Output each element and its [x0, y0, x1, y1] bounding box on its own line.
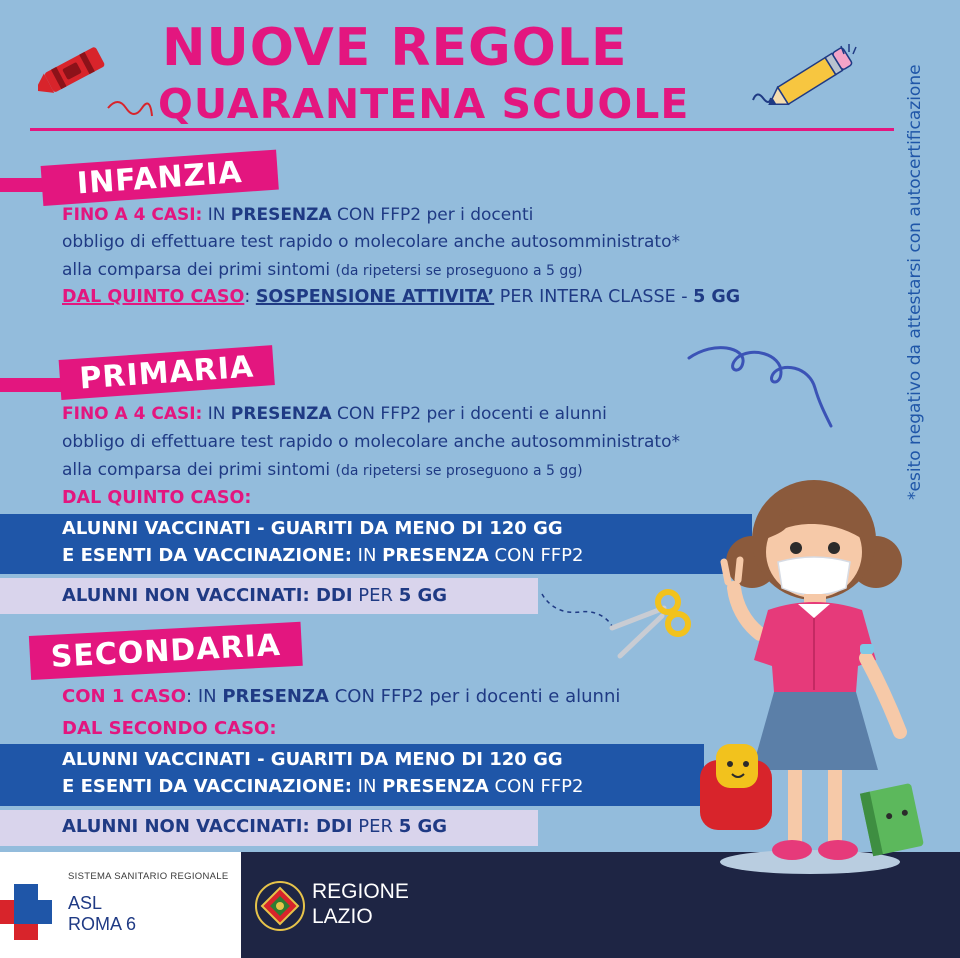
- infanzia-label-1: FINO A 4 CASI:: [62, 205, 203, 225]
- secondaria-line-1: CON 1 CASO: IN PRESENZA CON FFP2 per i docenti e alunni: [62, 686, 621, 707]
- secondaria-vaccinated-line-2: E ESENTI DA VACCINAZIONE: IN PRESENZA CON FFP2: [62, 776, 584, 797]
- girl-with-mask-illustration: [690, 470, 930, 878]
- regione-lazio-emblem-icon: [254, 880, 306, 932]
- secondaria-label-2: DAL SECONDO CASO:: [62, 718, 277, 739]
- infanzia-heading: INFANZIA: [41, 150, 279, 206]
- primaria-ribbon-bar: [0, 378, 64, 392]
- crayon-icon: [38, 38, 158, 133]
- secondaria-unvaccinated-text: ALUNNI NON VACCINATI: DDI PER 5 GG: [62, 816, 448, 837]
- scissors-icon: [540, 586, 700, 664]
- primaria-label-1: FINO A 4 CASI:: [62, 404, 203, 424]
- footer-system-label: SISTEMA SANITARIO REGIONALE: [68, 871, 229, 882]
- footer-region-line-2: LAZIO: [312, 905, 373, 928]
- infanzia-line-4: DAL QUINTO CASO: SOSPENSIONE ATTIVITA’ PER INTERA CLASSE - 5 GG: [62, 287, 741, 307]
- infanzia-line-2: obbligo di effettuare test rapido o molecolare anche autosomministrato*: [62, 232, 680, 252]
- infanzia-line-1: FINO A 4 CASI: IN PRESENZA CON FFP2 per i docenti: [62, 205, 534, 225]
- title-line-2: QUARANTENA SCUOLE: [158, 80, 690, 128]
- primaria-line-1: FINO A 4 CASI: IN PRESENZA CON FFP2 per i docenti e alunni: [62, 404, 607, 424]
- secondaria-vaccinated-line-1: ALUNNI VACCINATI - GUARITI DA MENO DI 120 GG: [62, 749, 563, 770]
- primaria-heading: PRIMARIA: [59, 345, 275, 400]
- footer-asl-line-2: ROMA 6: [68, 914, 137, 934]
- primaria-label-4: DAL QUINTO CASO:: [62, 488, 252, 508]
- footer-asl-line-1: ASL: [68, 893, 103, 913]
- infanzia-line-3: alla comparsa dei primi sintomi (da ripetersi se proseguono a 5 gg): [62, 260, 583, 280]
- primaria-unvaccinated-text: ALUNNI NON VACCINATI: DDI PER 5 GG: [62, 585, 448, 606]
- pencil-icon: [745, 42, 865, 122]
- title-line-1: NUOVE REGOLE: [162, 18, 628, 78]
- primaria-line-2: obbligo di effettuare test rapido o molecolare anche autosomministrato*: [62, 432, 680, 452]
- primaria-line-3: alla comparsa dei primi sintomi (da ripetersi se proseguono a 5 gg): [62, 460, 583, 480]
- primaria-vaccinated-line-2: E ESENTI DA VACCINAZIONE: IN PRESENZA CON FFP2: [62, 545, 584, 566]
- primaria-vaccinated-line-1: ALUNNI VACCINATI - GUARITI DA MENO DI 120 GG: [62, 518, 563, 539]
- squiggle-decoration-icon: [685, 340, 835, 430]
- secondaria-heading: SECONDARIA: [29, 622, 303, 680]
- secondaria-label-1: CON 1 CASO: [62, 686, 187, 707]
- infanzia-label-4: DAL QUINTO CASO: [62, 287, 245, 307]
- footer-region-line-1: REGIONE: [312, 880, 409, 903]
- side-note: *esito negativo da attestarsi con autocertificazione: [905, 64, 925, 500]
- title-divider: [30, 128, 894, 131]
- asl-cross-icon: [0, 884, 54, 940]
